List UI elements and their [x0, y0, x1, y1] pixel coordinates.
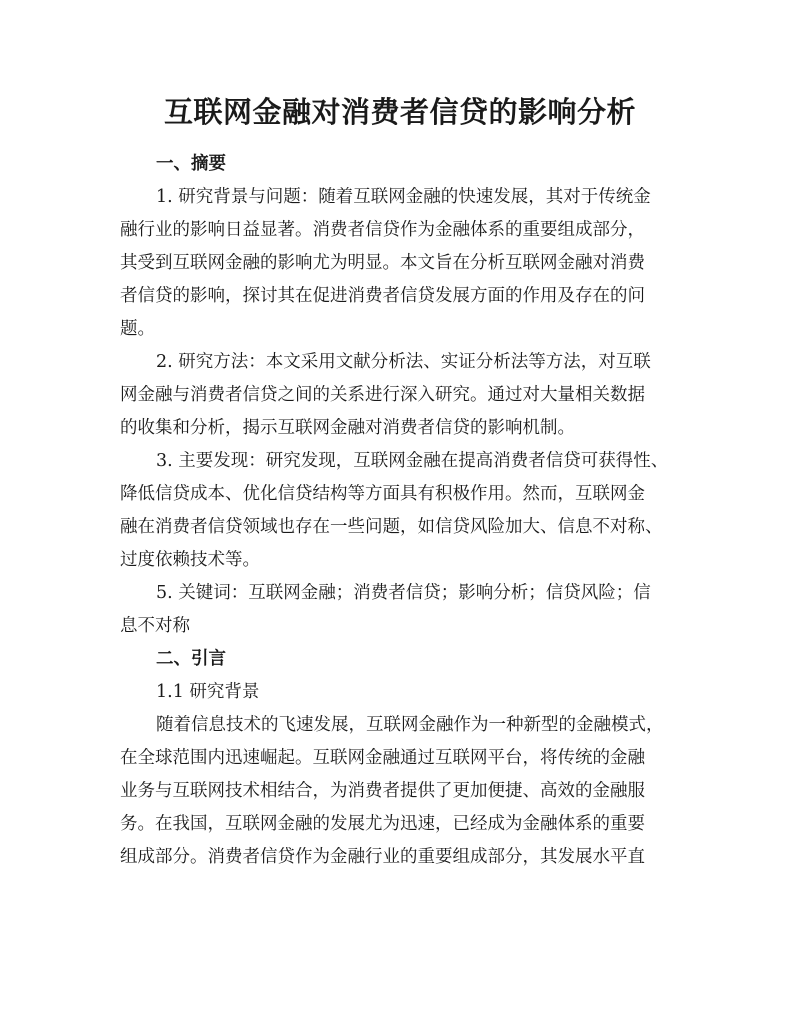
text-line: 3. 主要发现：研究发现，互联网金融在提高消费者信贷可获得性、: [156, 451, 669, 471]
text-line: 1. 研究背景与问题：随着互联网金融的快速发展，其对于传统金: [156, 187, 651, 207]
text-line: 融在消费者信贷领域也存在一些问题，如信贷风险加大、信息不对称、: [120, 517, 663, 537]
introduction-paragraph-1: [120, 709, 686, 874]
text-line: 5. 关键词：互联网金融；消费者信贷；影响分析；信贷风险；信: [156, 583, 651, 603]
text-line: 业务与互联网技术相结合，为消费者提供了更加便捷、高效的金融服: [120, 781, 645, 801]
abstract-paragraph-2: [120, 346, 686, 445]
text-line: 题。: [120, 319, 155, 339]
document-body: [120, 148, 686, 874]
text-line: 过度依赖技术等。: [120, 550, 260, 570]
text-line: 其受到互联网金融的影响尤为明显。本文旨在分析互联网金融对消费: [120, 253, 645, 273]
text-line: 务。在我国，互联网金融的发展尤为迅速，已经成为金融体系的重要: [120, 814, 645, 834]
document-title: 互联网金融对消费者信贷的影响分析: [163, 95, 636, 129]
text-line: 的收集和分析，揭示互联网金融对消费者信贷的影响机制。: [120, 418, 575, 438]
subsection-heading-background: 1.1 研究背景: [156, 682, 260, 702]
text-line: 组成部分。消费者信贷作为金融行业的重要组成部分，其发展水平直: [120, 847, 645, 867]
text-line: 随着信息技术的飞速发展，互联网金融作为一种新型的金融模式，: [156, 715, 664, 735]
text-line: 息不对称: [120, 616, 190, 636]
text-line: 者信贷的影响，探讨其在促进消费者信贷发展方面的作用及存在的问: [120, 286, 645, 306]
text-line: 降低信贷成本、优化信贷结构等方面具有积极作用。然而，互联网金: [120, 484, 645, 504]
abstract-keywords: [120, 577, 686, 643]
text-line: 网金融与消费者信贷之间的关系进行深入研究。通过对大量相关数据: [120, 385, 645, 405]
abstract-paragraph-1: [120, 181, 686, 346]
text-line: 2. 研究方法：本文采用文献分析法、实证分析法等方法，对互联: [156, 352, 651, 372]
abstract-paragraph-3: [120, 445, 686, 577]
text-line: 在全球范围内迅速崛起。互联网金融通过互联网平台，将传统的金融: [120, 748, 645, 768]
section-heading-introduction: 二、引言: [156, 649, 226, 669]
section-heading-abstract: 一、摘要: [156, 154, 226, 174]
text-line: 融行业的影响日益显著。消费者信贷作为金融体系的重要组成部分，: [120, 220, 645, 240]
